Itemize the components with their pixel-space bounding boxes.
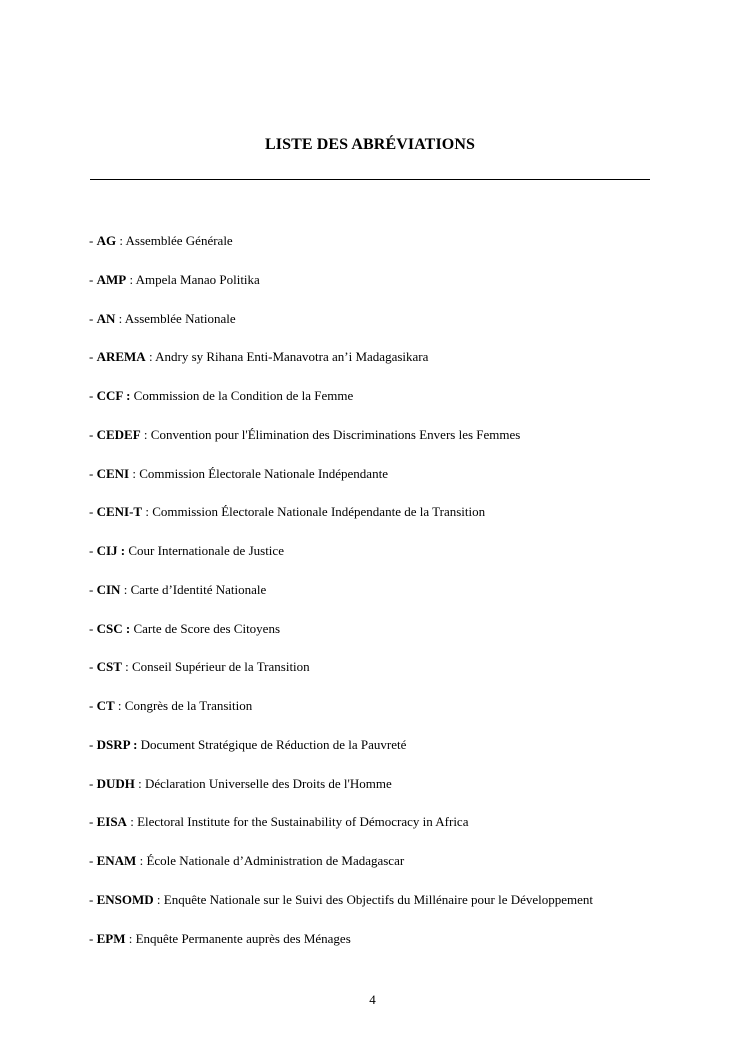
abbreviation-item <box>89 579 689 618</box>
abbreviation-code: DSRP : <box>96 736 138 752</box>
abbreviation-dash: - <box>89 620 97 636</box>
abbreviation-code: CT <box>96 698 115 713</box>
abbreviation-meaning: Electoral Institute for the Sustainability of Démocracy in Africa <box>137 814 469 830</box>
abbreviation-dash: - <box>89 426 97 442</box>
abbreviation-dash: - <box>89 581 97 597</box>
abbreviation-separator: : <box>114 698 125 713</box>
abbreviation-separator: : <box>142 504 153 520</box>
abbreviation-meaning: Ampela Manao Politika <box>135 271 260 287</box>
abbreviation-code: CENI-T <box>96 504 143 520</box>
abbreviation-dash: - <box>89 349 97 365</box>
abbreviation-separator: : <box>120 581 131 597</box>
abbreviation-item <box>89 501 689 540</box>
abbreviation-dash: - <box>89 736 97 752</box>
abbreviation-meaning: Carte de Score des Citoyens <box>133 620 281 636</box>
abbreviation-code: AG <box>96 233 117 248</box>
abbreviation-separator: : <box>153 891 164 907</box>
abbreviation-item <box>89 346 689 385</box>
abbreviation-item <box>89 656 689 695</box>
abbreviation-dash: - <box>89 775 97 791</box>
abbreviation-code: CIJ : <box>96 543 126 558</box>
abbreviation-separator: : <box>116 233 126 248</box>
abbreviation-dash: - <box>89 698 97 713</box>
abbreviation-item <box>89 889 689 928</box>
abbreviation-dash: - <box>89 465 97 481</box>
abbreviation-item <box>89 811 689 850</box>
abbreviation-item <box>89 385 689 424</box>
abbreviation-separator: : <box>140 426 151 442</box>
abbreviation-code: CIN <box>96 581 121 597</box>
abbreviation-code: EISA <box>96 814 127 830</box>
abbreviation-item <box>89 269 689 308</box>
abbreviation-meaning: Conseil Supérieur de la Transition <box>132 659 310 675</box>
abbreviation-code: CENI <box>96 465 130 481</box>
title-divider <box>90 179 650 180</box>
abbreviation-separator: : <box>129 465 140 481</box>
abbreviation-code: EPM <box>96 930 126 946</box>
abbreviation-item <box>89 928 689 967</box>
abbreviation-code: CEDEF <box>96 426 141 442</box>
abbreviation-item <box>89 618 689 657</box>
abbreviation-item <box>89 540 689 579</box>
abbreviation-dash: - <box>89 814 97 830</box>
abbreviation-code: ENSOMD <box>96 891 154 907</box>
abbreviation-dash: - <box>89 930 97 946</box>
abbreviation-separator: : <box>145 349 156 365</box>
abbreviation-meaning: Convention pour l'Élimination des Discriminations Envers les Femmes <box>150 426 521 442</box>
abbreviation-meaning: Enquête Permanente auprès des Ménages <box>135 930 351 946</box>
abbreviation-separator: : <box>134 775 145 791</box>
abbreviation-dash: - <box>89 659 97 675</box>
abbreviation-dash: - <box>89 543 97 558</box>
abbreviation-meaning: Document Stratégique de Réduction de la Pauvreté <box>140 736 407 752</box>
abbreviation-item <box>89 850 689 889</box>
abbreviation-dash: - <box>89 233 97 248</box>
abbreviation-meaning: Carte d’Identité Nationale <box>130 581 267 597</box>
abbreviation-separator: : <box>121 659 133 675</box>
abbreviation-code: CCF : <box>96 388 131 403</box>
abbreviation-item <box>89 695 689 734</box>
abbreviation-meaning: Commission Électorale Nationale Indépendante de la Transition <box>152 504 486 520</box>
abbreviation-meaning: Enquête Nationale sur le Suivi des Objectifs du Millénaire pour le Développement <box>163 891 594 907</box>
abbreviation-separator: : <box>136 853 147 868</box>
page-number: 4 <box>369 992 376 1007</box>
page-title: LISTE DES ABRÉVIATIONS <box>265 136 475 153</box>
abbreviation-list <box>89 230 689 966</box>
abbreviation-meaning: Cour Internationale de Justice <box>128 543 284 558</box>
abbreviation-meaning: Assemblée Générale <box>125 233 233 248</box>
abbreviation-item <box>89 230 689 269</box>
abbreviation-code: CST <box>96 659 122 675</box>
abbreviation-meaning: Assemblée Nationale <box>124 310 236 326</box>
abbreviation-meaning: Déclaration Universelle des Droits de l'Homme <box>145 775 392 791</box>
abbreviation-dash: - <box>89 853 97 868</box>
abbreviation-item <box>89 734 689 773</box>
abbreviation-item <box>89 308 689 347</box>
abbreviation-item <box>89 424 689 463</box>
abbreviation-separator: : <box>126 271 136 287</box>
abbreviation-item <box>89 773 689 812</box>
abbreviation-code: AN <box>96 310 116 326</box>
abbreviation-separator: : <box>125 930 136 946</box>
abbreviation-dash: - <box>89 891 97 907</box>
abbreviation-meaning: Commission Électorale Nationale Indépendante <box>139 465 388 481</box>
abbreviation-separator: : <box>115 310 125 326</box>
abbreviation-code: AMP <box>96 271 127 287</box>
abbreviation-code: CSC : <box>96 620 131 636</box>
abbreviation-dash: - <box>89 504 97 520</box>
abbreviation-meaning: Andry sy Rihana Enti-Manavotra an’i Madagasikara <box>155 349 429 365</box>
abbreviation-dash: - <box>89 271 97 287</box>
abbreviation-code: AREMA <box>96 349 146 365</box>
abbreviation-meaning: Congrès de la Transition <box>124 698 253 713</box>
abbreviation-meaning: École Nationale d’Administration de Madagascar <box>146 853 405 868</box>
abbreviation-dash: - <box>89 310 97 326</box>
abbreviation-meaning: Commission de la Condition de la Femme <box>133 388 354 403</box>
abbreviation-separator: : <box>126 814 138 830</box>
abbreviation-dash: - <box>89 388 97 403</box>
abbreviation-code: DUDH <box>96 775 135 791</box>
abbreviation-item <box>89 463 689 502</box>
abbreviation-code: ENAM <box>96 853 137 868</box>
